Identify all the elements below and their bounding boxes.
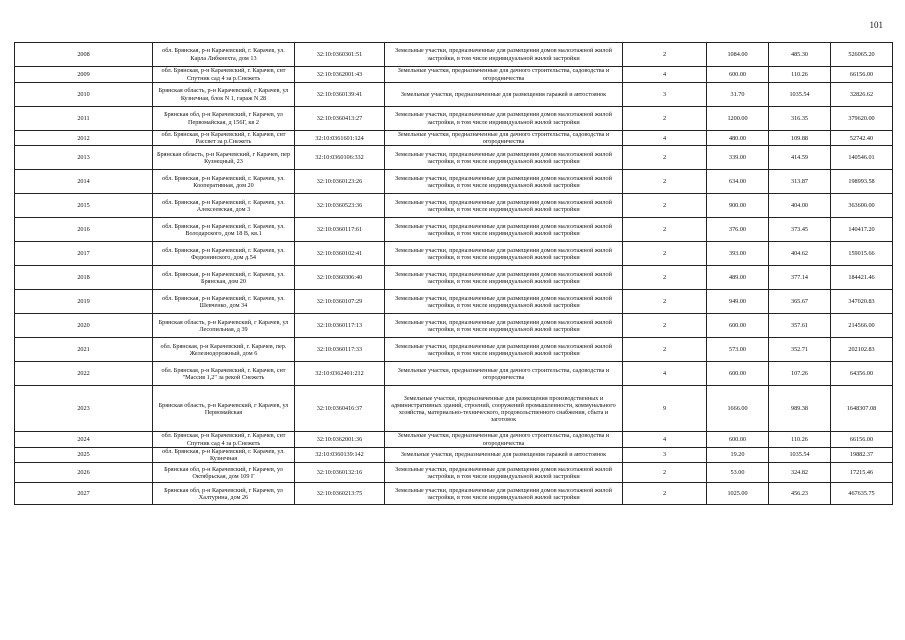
row-area: 31.70: [707, 83, 769, 107]
row-address: обл. Брянская, р-н Карачевский, г. Карачев, ул. Шевченко, дом 34: [153, 290, 295, 314]
row-specific-value: 313.87: [769, 170, 831, 194]
row-cadastral-number: 32:10:0360117:33: [295, 338, 385, 362]
row-land-use: Земельные участки, предназначенные для дачного строительства, садоводства и огородничества: [385, 432, 623, 447]
row-area: 53.00: [707, 463, 769, 483]
row-group: 9: [623, 386, 707, 432]
table-row: [15, 463, 893, 483]
row-land-use: Земельные участки, предназначенные для размещения домов малоэтажной жилой застройки, в том числе индивидуальной жилой застройки: [385, 483, 623, 505]
row-group: 4: [623, 432, 707, 447]
page-number: 101: [869, 20, 883, 30]
row-cadastral-cost: 66156.00: [831, 432, 893, 447]
cadastral-table: [14, 42, 893, 505]
row-cadastral-number: 32:10:0360132:16: [295, 463, 385, 483]
row-number: 2025: [15, 447, 153, 462]
row-specific-value: 109.88: [769, 131, 831, 146]
row-area: 1666.00: [707, 386, 769, 432]
row-number: 2016: [15, 218, 153, 242]
table-row: [15, 194, 893, 218]
row-land-use: Земельные участки, предназначенные для размещения домов малоэтажной жилой застройки, в том числе индивидуальной жилой застройки: [385, 170, 623, 194]
table-row: [15, 170, 893, 194]
row-area: 1200.00: [707, 107, 769, 131]
row-group: 2: [623, 218, 707, 242]
row-group: 2: [623, 194, 707, 218]
row-group: 2: [623, 338, 707, 362]
row-group: 3: [623, 83, 707, 107]
row-cadastral-cost: 19882.37: [831, 447, 893, 462]
row-cadastral-number: 32:10:0360301:51: [295, 43, 385, 67]
row-specific-value: 110.26: [769, 67, 831, 83]
row-number: 2012: [15, 131, 153, 146]
row-address: обл. Брянская, р-н Карачевский, г. Карачев, снт Спутник сад 4 за р.Снежеть: [153, 67, 295, 83]
row-number: 2019: [15, 290, 153, 314]
row-cadastral-cost: 347020.83: [831, 290, 893, 314]
row-group: 2: [623, 146, 707, 170]
row-land-use: Земельные участки, предназначенные для дачного строительства, садоводства и огородничества: [385, 67, 623, 83]
row-group: 4: [623, 362, 707, 386]
row-cadastral-number: 32:10:0360107:29: [295, 290, 385, 314]
row-address: обл. Брянская, р-н Карачевский, г. Карачев, пер. Железнодорожный, дом 6: [153, 338, 295, 362]
row-number: 2014: [15, 170, 153, 194]
row-number: 2021: [15, 338, 153, 362]
row-address: обл. Брянская, р-н Карачевский, г. Карачев, ул. Брянская, дом 20: [153, 266, 295, 290]
table-row: [15, 338, 893, 362]
row-specific-value: 485.30: [769, 43, 831, 67]
row-specific-value: 373.45: [769, 218, 831, 242]
row-land-use: Земельные участки, предназначенные для дачного строительства, садоводства и огородничества: [385, 131, 623, 146]
row-cadastral-cost: 32826.62: [831, 83, 893, 107]
row-specific-value: 316.35: [769, 107, 831, 131]
row-number: 2015: [15, 194, 153, 218]
row-area: 600.00: [707, 362, 769, 386]
row-area: 600.00: [707, 67, 769, 83]
row-land-use: Земельные участки, предназначенные для размещения производственных и административных зданий, строений, сооружений промышленности, коммунального хозяйства, материально-технического, продовольственного снабжения, сбыта и заготовок: [385, 386, 623, 432]
row-cadastral-number: 32:10:0360117:13: [295, 314, 385, 338]
row-cadastral-number: 32:10:0360213:75: [295, 483, 385, 505]
row-cadastral-cost: 1648307.08: [831, 386, 893, 432]
row-number: 2017: [15, 242, 153, 266]
row-address: обл. Брянская, р-н Карачевский, г. Карачев, ул. Володарского, дом 18 В, кв.1: [153, 218, 295, 242]
row-cadastral-number: 32:10:0360139:142: [295, 447, 385, 462]
row-specific-value: 1035.54: [769, 447, 831, 462]
row-cadastral-cost: 467635.75: [831, 483, 893, 505]
row-cadastral-cost: 159015.66: [831, 242, 893, 266]
row-address: Брянская обл, р-н Карачевский, г Карачев, ул Октябрьская, дом 109 Г: [153, 463, 295, 483]
table-row: [15, 83, 893, 107]
row-area: 949.00: [707, 290, 769, 314]
row-area: 393.00: [707, 242, 769, 266]
row-cadastral-number: 32:10:0360102:41: [295, 242, 385, 266]
table-row: [15, 314, 893, 338]
row-specific-value: 110.26: [769, 432, 831, 447]
row-group: 2: [623, 107, 707, 131]
row-number: 2008: [15, 43, 153, 67]
row-cadastral-cost: 202102.83: [831, 338, 893, 362]
row-cadastral-number: 32:10:0360523:36: [295, 194, 385, 218]
table-row: [15, 362, 893, 386]
row-number: 2027: [15, 483, 153, 505]
row-cadastral-number: 32:10:0360117:61: [295, 218, 385, 242]
row-cadastral-cost: 379620.00: [831, 107, 893, 131]
row-cadastral-number: 32:10:0360139:41: [295, 83, 385, 107]
table-row: [15, 447, 893, 462]
row-cadastral-number: 32:10:0362401:212: [295, 362, 385, 386]
row-area: 489.00: [707, 266, 769, 290]
row-land-use: Земельные участки, предназначенные для размещения домов малоэтажной жилой застройки, в том числе индивидуальной жилой застройки: [385, 194, 623, 218]
row-address: Брянская область, р-н Карачевский, г Карачев, ул Первомайская: [153, 386, 295, 432]
row-number: 2009: [15, 67, 153, 83]
row-land-use: Земельные участки, предназначенные для дачного строительства, садоводства и огородничества: [385, 362, 623, 386]
row-area: 600.00: [707, 314, 769, 338]
row-specific-value: 404.62: [769, 242, 831, 266]
row-specific-value: 377.14: [769, 266, 831, 290]
row-land-use: Земельные участки, предназначенные для размещения домов малоэтажной жилой застройки, в том числе индивидуальной жилой застройки: [385, 146, 623, 170]
row-area: 600.00: [707, 432, 769, 447]
row-cadastral-number: 32:10:0360413:27: [295, 107, 385, 131]
row-cadastral-cost: 140417.20: [831, 218, 893, 242]
row-address: обл. Брянская, р-н Карачевский, г. Карачев, снт Спутник сад 4 за р.Снежеть: [153, 432, 295, 447]
row-cadastral-number: 32:10:0360123:26: [295, 170, 385, 194]
row-cadastral-cost: 198993.58: [831, 170, 893, 194]
row-number: 2022: [15, 362, 153, 386]
row-address: обл. Брянская, р-н Карачевский, г. Карачев, ул. Кузнечная: [153, 447, 295, 462]
row-group: 4: [623, 131, 707, 146]
row-cadastral-number: 32:10:0362001:36: [295, 432, 385, 447]
row-cadastral-number: 32:10:0360106:332: [295, 146, 385, 170]
row-group: 2: [623, 483, 707, 505]
row-land-use: Земельные участки, предназначенные для размещения домов малоэтажной жилой застройки, в том числе индивидуальной жилой застройки: [385, 338, 623, 362]
row-number: 2026: [15, 463, 153, 483]
row-area: 1084.00: [707, 43, 769, 67]
row-specific-value: 107.26: [769, 362, 831, 386]
table-row: [15, 242, 893, 266]
row-specific-value: 365.67: [769, 290, 831, 314]
row-land-use: Земельные участки, предназначенные для размещения домов малоэтажной жилой застройки, в том числе индивидуальной жилой застройки: [385, 290, 623, 314]
row-cadastral-cost: 526065.20: [831, 43, 893, 67]
row-cadastral-cost: 64356.00: [831, 362, 893, 386]
row-address: Брянская обл, р-н Карачевский, г Карачев, ул Первомайская, д 156Г, кв 2: [153, 107, 295, 131]
row-group: 4: [623, 67, 707, 83]
table-row: [15, 266, 893, 290]
row-cadastral-number: 32:10:0360416:37: [295, 386, 385, 432]
row-number: 2011: [15, 107, 153, 131]
row-land-use: Земельные участки, предназначенные для размещения домов малоэтажной жилой застройки, в том числе индивидуальной жилой застройки: [385, 43, 623, 67]
row-number: 2024: [15, 432, 153, 447]
row-land-use: Земельные участки, предназначенные для размещения гаражей и автостоянок: [385, 447, 623, 462]
row-address: Брянская область, р-н Карачевский, г Карачев, пер Кузнецный, 23: [153, 146, 295, 170]
row-specific-value: 352.71: [769, 338, 831, 362]
row-address: обл. Брянская, р-н Карачевский, г. Карачев, ул. Федюнинского, дом д.54: [153, 242, 295, 266]
row-address: обл. Брянская, р-н Карачевский, г. Карачев, снт "Массив 1,2" за рекой Снежеть: [153, 362, 295, 386]
row-specific-value: 324.82: [769, 463, 831, 483]
row-area: 634.00: [707, 170, 769, 194]
row-group: 2: [623, 290, 707, 314]
row-group: 2: [623, 43, 707, 67]
row-land-use: Земельные участки, предназначенные для размещения домов малоэтажной жилой застройки, в том числе индивидуальной жилой застройки: [385, 107, 623, 131]
row-cadastral-cost: 66156.00: [831, 67, 893, 83]
row-area: 480.00: [707, 131, 769, 146]
row-land-use: Земельные участки, предназначенные для размещения домов малоэтажной жилой застройки, в том числе индивидуальной жилой застройки: [385, 463, 623, 483]
table-row: [15, 483, 893, 505]
row-land-use: Земельные участки, предназначенные для размещения домов малоэтажной жилой застройки, в том числе индивидуальной жилой застройки: [385, 242, 623, 266]
row-address: Брянская область, р-н Карачевский, г Карачев, ул Лесопильная, д 39: [153, 314, 295, 338]
row-area: 339.00: [707, 146, 769, 170]
row-area: 1025.00: [707, 483, 769, 505]
row-specific-value: 456.23: [769, 483, 831, 505]
table-row: [15, 107, 893, 131]
row-land-use: Земельные участки, предназначенные для размещения домов малоэтажной жилой застройки, в том числе индивидуальной жилой застройки: [385, 266, 623, 290]
row-address: обл. Брянская, р-н Карачевский, г. Карачев, снт Рассвет за р.Снежеть: [153, 131, 295, 146]
row-cadastral-number: 32:10:0362001:43: [295, 67, 385, 83]
row-land-use: Земельные участки, предназначенные для размещения домов малоэтажной жилой застройки, в том числе индивидуальной жилой застройки: [385, 314, 623, 338]
row-cadastral-number: 32:10:0361601:124: [295, 131, 385, 146]
row-specific-value: 414.59: [769, 146, 831, 170]
row-number: 2023: [15, 386, 153, 432]
table-row: [15, 386, 893, 432]
row-address: обл. Брянская, р-н Карачевский, г. Карачев, ул. Кооперативная, дом 20: [153, 170, 295, 194]
row-cadastral-number: 32:10:0360306:40: [295, 266, 385, 290]
row-group: 2: [623, 266, 707, 290]
row-number: 2018: [15, 266, 153, 290]
row-land-use: Земельные участки, предназначенные для размещения домов малоэтажной жилой застройки, в том числе индивидуальной жилой застройки: [385, 218, 623, 242]
row-area: 900.00: [707, 194, 769, 218]
row-address: обл. Брянская, р-н Карачевский, г. Карачев, ул. Карла Либкнехта, дом 13: [153, 43, 295, 67]
row-number: 2020: [15, 314, 153, 338]
table-body: [15, 43, 893, 505]
row-address: Брянская область, р-н Карачевский, г Карачев, ул Кузнечная, блок N 1, гараж N 28: [153, 83, 295, 107]
row-cadastral-cost: 363600.00: [831, 194, 893, 218]
row-cadastral-cost: 52742.40: [831, 131, 893, 146]
row-address: обл. Брянская, р-н Карачевский, г. Карачев, ул. Алексеевская, дом 3: [153, 194, 295, 218]
row-group: 2: [623, 170, 707, 194]
row-address: Брянская обл, р-н Карачевский, г Карачев, ул Халтурина, дом 26: [153, 483, 295, 505]
row-area: 19.20: [707, 447, 769, 462]
table-row: [15, 432, 893, 447]
table-row: [15, 67, 893, 83]
row-cadastral-cost: 140546.01: [831, 146, 893, 170]
row-group: 2: [623, 242, 707, 266]
row-cadastral-cost: 184421.46: [831, 266, 893, 290]
row-group: 3: [623, 447, 707, 462]
table-row: [15, 218, 893, 242]
row-area: 573.00: [707, 338, 769, 362]
table-row: [15, 146, 893, 170]
row-area: 376.00: [707, 218, 769, 242]
table-row: [15, 290, 893, 314]
row-specific-value: 989.38: [769, 386, 831, 432]
row-specific-value: 357.61: [769, 314, 831, 338]
table-row: [15, 43, 893, 67]
row-specific-value: 1035.54: [769, 83, 831, 107]
row-cadastral-cost: 17215.46: [831, 463, 893, 483]
row-group: 2: [623, 463, 707, 483]
row-cadastral-cost: 214566.00: [831, 314, 893, 338]
row-specific-value: 404.00: [769, 194, 831, 218]
table-row: [15, 131, 893, 146]
row-number: 2010: [15, 83, 153, 107]
row-number: 2013: [15, 146, 153, 170]
row-land-use: Земельные участки, предназначенные для размещения гаражей и автостоянок: [385, 83, 623, 107]
row-group: 2: [623, 314, 707, 338]
